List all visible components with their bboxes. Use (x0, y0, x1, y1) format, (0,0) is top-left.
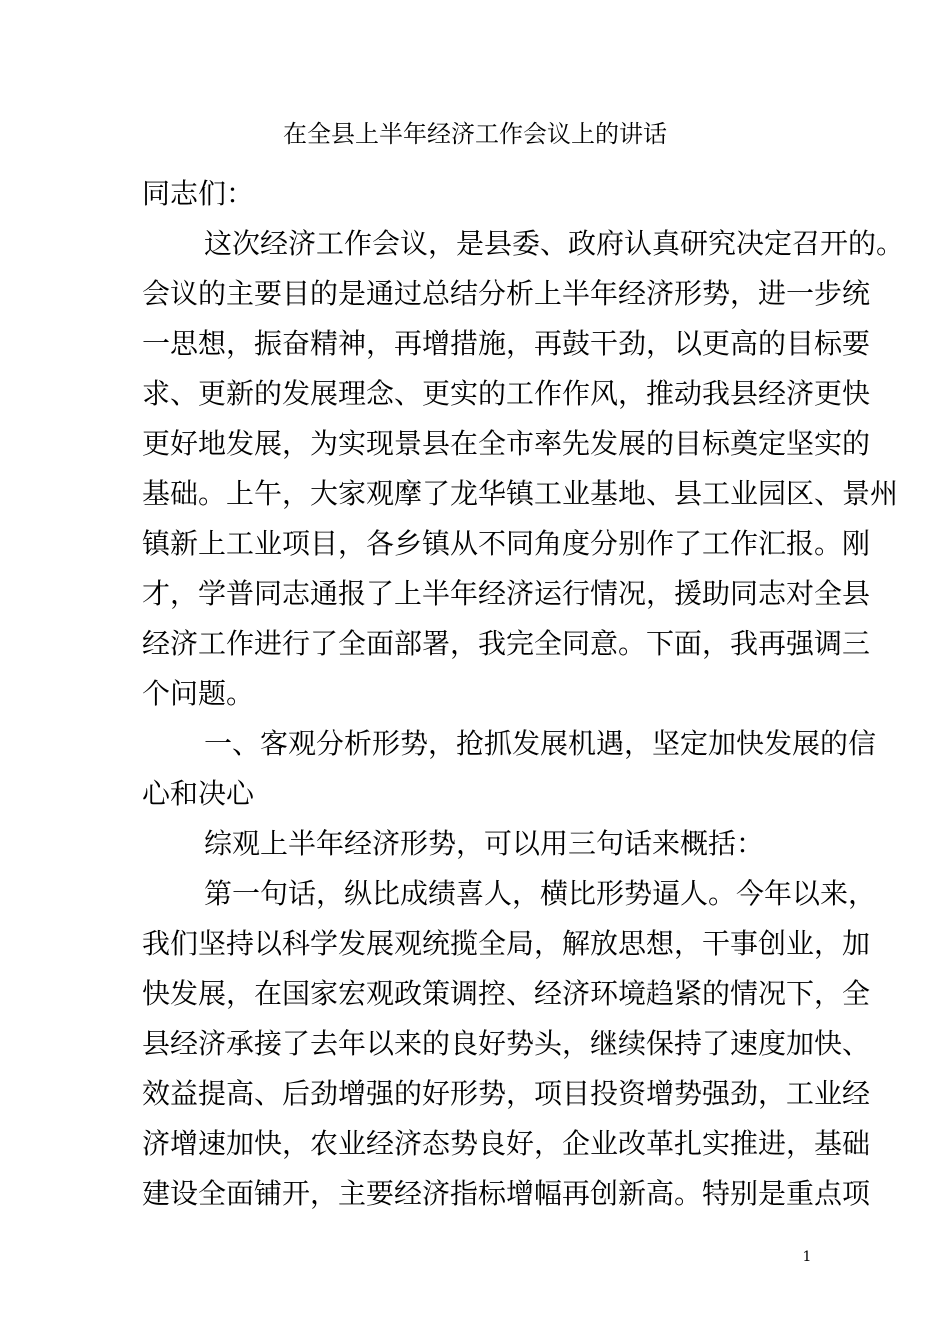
text-line: 镇新上工业项目，各乡镇从不同角度分别作了工作汇报。刚 (142, 527, 871, 560)
text-line: 济增速加快，农业经济态势良好，企业改革扎实推进，基础 (142, 1127, 871, 1160)
text-line: 会议的主要目的是通过总结分析上半年经济形势，进一步统 (142, 277, 871, 310)
text-line: 综观上半年经济形势，可以用三句话来概括： (204, 827, 765, 860)
text-line: 我们坚持以科学发展观统揽全局，解放思想，干事创业，加 (142, 927, 871, 960)
text-line: 快发展，在国家宏观政策调控、经济环境趋紧的情况下，全 (142, 977, 871, 1010)
document-title: 在全县上半年经济工作会议上的讲话 (283, 120, 667, 148)
section-heading-line: 一、客观分析形势，抢抓发展机遇，坚定加快发展的信 (204, 727, 877, 760)
page-number: 1 (802, 1249, 812, 1265)
text-line: 经济工作进行了全面部署，我完全同意。下面，我再强调三 (142, 627, 871, 660)
text-line: 个问题。 (142, 677, 255, 710)
text-line: 县经济承接了去年以来的良好势头，继续保持了速度加快、 (142, 1027, 871, 1060)
text-line: 基础。上午，大家观摩了龙华镇工业基地、县工业园区、景州 (142, 477, 899, 510)
text-line: 一思想，振奋精神，再增措施，再鼓干劲，以更高的目标要 (142, 327, 871, 360)
text-line: 求、更新的发展理念、更实的工作作风，推动我县经济更快 (142, 377, 871, 410)
section-heading-line: 心和决心 (142, 777, 255, 810)
text-line-salutation: 同志们： (142, 177, 255, 210)
text-line: 更好地发展，为实现景县在全市率先发展的目标奠定坚实的 (142, 427, 871, 460)
text-line: 这次经济工作会议，是县委、政府认真研究决定召开的。 (204, 227, 905, 260)
text-line: 建设全面铺开，主要经济指标增幅再创新高。特别是重点项 (142, 1177, 871, 1210)
text-line: 才，学普同志通报了上半年经济运行情况，援助同志对全县 (142, 577, 871, 610)
text-line: 效益提高、后劲增强的好形势，项目投资增势强劲，工业经 (142, 1077, 871, 1110)
text-line: 第一句话，纵比成绩喜人，横比形势逼人。今年以来， (204, 877, 877, 910)
